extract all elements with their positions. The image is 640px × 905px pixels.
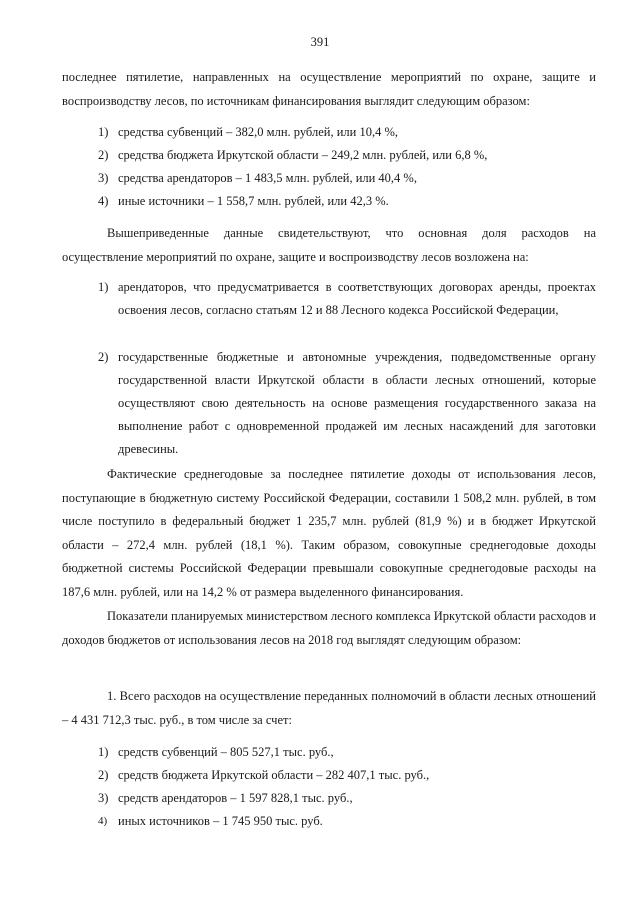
- list-item-text: средства бюджета Иркутской области – 249,2 млн. рублей, или 6,8 %,: [118, 148, 488, 162]
- paragraph-revenues: Фактические среднегодовые за последнее пятилетие доходы от использования лесов, поступающие в бюджетную систему Российской Федерации, составили 1 508,2 млн. рублей, в том числе поступило в федеральный бюджет 1 235,7 млн. рублей (81,9 %) и в бюджет Иркутской области – 272,4 млн. рублей (18,1 %). Таким образом, совокупные среднегодовые доходы бюджетной системы Российской Федерации превышали совокупные среднегодовые расходы на 187,6 млн. рублей, или на 14,2 % от размера выделенного финансирования.: [62, 467, 596, 599]
- list-item-text: средств субвенций – 805 527,1 тыс. руб.,: [118, 745, 334, 759]
- list-item-text: средств арендаторов – 1 597 828,1 тыс. руб.,: [118, 791, 353, 805]
- paragraph-summary: Вышеприведенные данные свидетельствуют, что основная доля расходов на осуществление мероприятий по охране, защите и воспроизводству лесов возложена на:: [62, 226, 596, 264]
- list-item-text: средства арендаторов – 1 483,5 млн. рублей, или 40,4 %,: [118, 171, 417, 185]
- list-item: [98, 121, 596, 144]
- list-item-number: 3): [98, 171, 109, 185]
- list-item: [98, 741, 596, 764]
- list-item-number: 1): [98, 280, 109, 294]
- list-item: [98, 787, 596, 810]
- paragraph-plan: Показатели планируемых министерством лесного комплекса Иркутской области расходов и доходов бюджетов от использования лесов на 2018 год выглядят следующим образом:: [62, 609, 596, 647]
- paragraph-intro: последнее пятилетие, направленных на осуществление мероприятий по охране, защите и воспроизводству лесов, по источникам финансирования выглядит следующим образом:: [62, 70, 596, 108]
- list-item-text: иных источников – 1 745 950 тыс. руб.: [118, 814, 323, 828]
- list-item-text: иные источники – 1 558,7 млн. рублей, или 42,3 %.: [118, 194, 389, 208]
- list-item: [98, 346, 596, 461]
- paragraph-total-expenses: 1. Всего расходов на осуществление переданных полномочий в области лесных отношений – 4 431 712,3 тыс. руб., в том числе за счет:: [62, 689, 596, 727]
- list-item-text: арендаторов, что предусматривается в соответствующих договорах аренды, проектах освоения лесов, согласно статьям 12 и 88 Лесного кодекса Российской Федерации,: [118, 280, 596, 317]
- list-item-number: 1): [98, 745, 109, 759]
- list-item: [98, 144, 596, 167]
- list-item-number: 1): [98, 125, 109, 139]
- list-item-number: 2): [98, 350, 109, 364]
- list-item: [98, 764, 596, 787]
- list-item-text: государственные бюджетные и автономные учреждения, подведомственные органу государственной власти Иркутской области в области лесных отношений, которые осуществляют свою деятельность на основе размещения государственного заказа на выполнение работ с одновременной продажей им лесных насаждений для заготовки древесины.: [118, 350, 596, 456]
- list-item-number: 2): [98, 148, 109, 162]
- list-item: [98, 190, 596, 213]
- list-item-text: средств бюджета Иркутской области – 282 407,1 тыс. руб.,: [118, 768, 430, 782]
- list-item-number: 2): [98, 768, 109, 782]
- list-item-number: 4): [98, 194, 109, 208]
- list-item-number: 4): [98, 815, 108, 827]
- page-number: 391: [310, 35, 330, 49]
- list-item: [98, 276, 596, 322]
- list-item-number: 3): [98, 791, 109, 805]
- list-item-text: средства субвенций – 382,0 млн. рублей, или 10,4 %,: [118, 125, 398, 139]
- list-item: [98, 810, 596, 833]
- list-item: [98, 167, 596, 190]
